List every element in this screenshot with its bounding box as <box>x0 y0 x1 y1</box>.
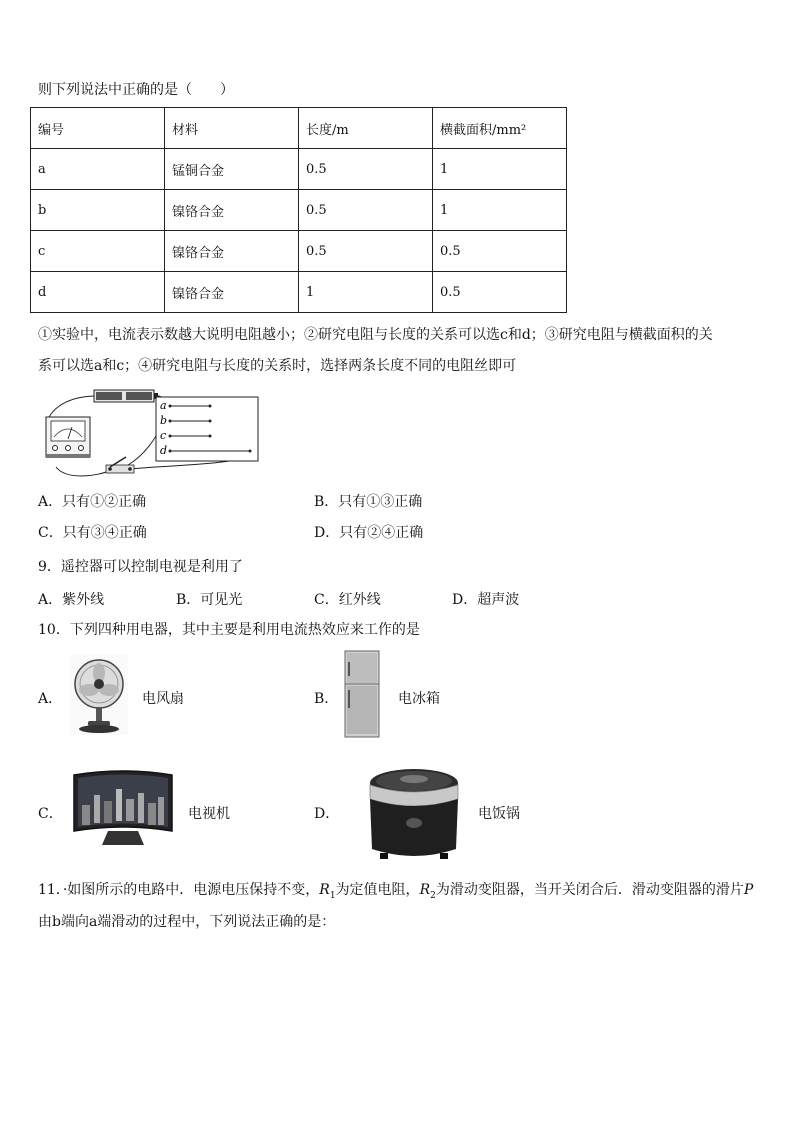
option-letter: B． <box>176 592 201 608</box>
table-cell: 镍铬合金 <box>165 190 299 231</box>
option-letter: C． <box>38 525 63 541</box>
table-header-cell: 材料 <box>165 108 299 149</box>
q11-r2-subscript: 2 <box>430 890 436 901</box>
table-cell: 锰铜合金 <box>165 149 299 190</box>
q10-option-b-text: 电冰箱 <box>398 691 440 707</box>
q10-option-d-text: 电饭锅 <box>478 806 520 822</box>
table-cell: 镍铬合金 <box>165 272 299 313</box>
option-text: 紫外线 <box>62 592 105 608</box>
q11-stem-line1 <box>38 880 753 906</box>
table-header-cell: 编号 <box>31 108 165 149</box>
q11-number: 11． <box>38 882 63 898</box>
option-text: 红外线 <box>338 592 381 608</box>
wire-label: d <box>160 444 168 457</box>
resistance-wire-table <box>30 107 567 313</box>
q10-option-c-letter[interactable]: C． <box>38 806 63 822</box>
option-text: 可见光 <box>200 592 243 608</box>
table-cell: 0.5 <box>299 190 433 231</box>
wire-label: a <box>160 399 167 412</box>
q10-option-a-text: 电风扇 <box>142 691 184 707</box>
option-letter: D． <box>452 592 478 608</box>
q10-option-c-text: 电视机 <box>188 806 230 822</box>
experiment-circuit-diagram <box>36 385 262 481</box>
switch-icon <box>106 457 134 473</box>
ammeter-icon <box>46 417 90 458</box>
rice-cooker-icon <box>362 763 466 863</box>
battery-icon <box>94 390 158 402</box>
option-text: 只有①②正确 <box>62 494 147 510</box>
q11-r1-symbol: R <box>319 882 330 898</box>
wire-label: b <box>160 414 168 427</box>
q10-option-b-letter[interactable]: B． <box>314 691 339 707</box>
option-letter: C． <box>314 592 339 608</box>
q11-text: 为滑动变阻器，当开关闭合后．滑动变阻器的滑片 <box>435 882 744 898</box>
q11-p-symbol: P <box>743 882 754 898</box>
q10-option-a-letter[interactable]: A． <box>38 691 63 707</box>
q11-text: ·如图所示的电路中．电源电压保持不变， <box>62 882 320 898</box>
wire-label: c <box>160 429 167 442</box>
q8-option-d[interactable] <box>314 522 423 542</box>
table-cell: 0.5 <box>433 231 567 272</box>
table-header-row <box>31 108 567 149</box>
table-cell: a <box>31 149 165 190</box>
q11-stem-line2: 由b端向a端滑动的过程中，下列说法正确的是： <box>38 914 336 930</box>
q10-option-d-letter[interactable]: D． <box>314 806 340 822</box>
q8-option-b[interactable] <box>314 491 422 511</box>
option-letter: A． <box>38 494 63 510</box>
option-text: 只有①③正确 <box>338 494 423 510</box>
q10-stem: 10．下列四种用电器，其中主要是利用电流热效应来工作的是 <box>38 622 420 638</box>
table-cell: 0.5 <box>299 231 433 272</box>
table-row <box>31 272 567 313</box>
option-text: 超声波 <box>477 592 520 608</box>
option-letter: A． <box>38 592 63 608</box>
q9-option-a[interactable] <box>38 589 104 609</box>
table-cell: 0.5 <box>299 149 433 190</box>
table-cell: b <box>31 190 165 231</box>
option-text: 只有③④正确 <box>62 525 147 541</box>
table-cell: 0.5 <box>433 272 567 313</box>
q8-option-c[interactable] <box>38 522 147 542</box>
q9-option-d[interactable] <box>452 589 519 609</box>
q11-text: 为定值电阻， <box>335 882 420 898</box>
q9-option-c[interactable] <box>314 589 381 609</box>
table-cell: 1 <box>433 190 567 231</box>
table-row <box>31 190 567 231</box>
q8-statement-line1: ①实验中，电流表示数越大说明电阻越小；②研究电阻与长度的关系可以选c和d；③研究电阻与横截面积的关 <box>38 327 713 343</box>
option-letter: B． <box>314 494 339 510</box>
q8-option-a[interactable] <box>38 491 146 511</box>
television-icon <box>72 765 174 850</box>
refrigerator-icon <box>343 650 381 738</box>
table-row <box>31 149 567 190</box>
table-header-cell: 长度/m <box>299 108 433 149</box>
table-header-cell: 横截面积/mm² <box>433 108 567 149</box>
electric-fan-icon <box>70 655 128 735</box>
q9-option-b[interactable] <box>176 589 242 609</box>
table-cell: 1 <box>299 272 433 313</box>
table-cell: 镍铬合金 <box>165 231 299 272</box>
table-cell: c <box>31 231 165 272</box>
q8-stem: 则下列说法中正确的是（ ） <box>38 82 234 98</box>
q11-r1-subscript: 1 <box>329 890 336 901</box>
table-row <box>31 231 567 272</box>
option-text: 只有②④正确 <box>339 525 424 541</box>
table-cell: 1 <box>433 149 567 190</box>
q11-r2-symbol: R <box>419 882 431 898</box>
q9-stem: 9．遥控器可以控制电视是利用了 <box>38 559 243 575</box>
q8-statement-line2: 系可以选a和c；④研究电阻与长度的关系时，选择两条长度不同的电阻丝即可 <box>38 358 517 374</box>
table-cell: d <box>31 272 165 313</box>
option-letter: D． <box>314 525 340 541</box>
